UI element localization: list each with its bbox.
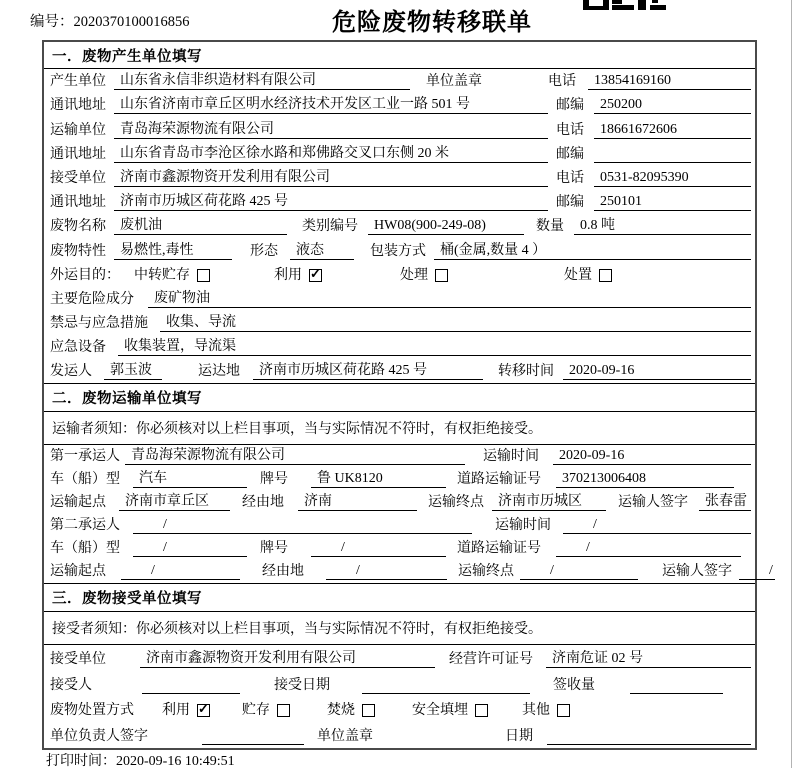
- checkbox-label: 利用: [274, 267, 302, 283]
- field-value[interactable]: 13854169160: [588, 72, 751, 90]
- field-value[interactable]: 汽车: [133, 470, 247, 488]
- field-label: 数量: [536, 219, 564, 235]
- field-label: 经营许可证号: [449, 652, 533, 668]
- checkbox-unchecked-icon[interactable]: [475, 704, 488, 717]
- field-label: 签收量: [553, 677, 595, 693]
- field-value[interactable]: 液态: [290, 242, 354, 260]
- field-label: 邮编: [556, 195, 584, 211]
- serial-label: 编号：: [30, 14, 74, 30]
- field-value[interactable]: /: [520, 562, 638, 580]
- field-label: 车（船）型: [50, 472, 120, 488]
- checkbox-option[interactable]: [522, 702, 570, 719]
- checkbox-option[interactable]: [134, 267, 210, 284]
- field-value[interactable]: 鲁 UK8120: [311, 470, 446, 488]
- checkbox-unchecked-icon[interactable]: [599, 269, 612, 282]
- checkbox-unchecked-icon[interactable]: [362, 704, 375, 717]
- checkbox-label: 贮存: [242, 703, 270, 719]
- field-value[interactable]: [547, 727, 751, 745]
- checkbox-label: 焚烧: [327, 703, 355, 719]
- form-row: [44, 359, 755, 383]
- page-title: 危险废物转移联单: [332, 10, 532, 36]
- field-value[interactable]: [594, 145, 751, 163]
- field-value[interactable]: 2020-09-16: [563, 362, 751, 380]
- section-header-receiver: 三．废物接受单位填写: [44, 583, 755, 612]
- field-label: 外运目的：: [50, 267, 120, 283]
- transfer-form-table: [42, 40, 773, 750]
- checkbox-label: 利用: [162, 703, 190, 719]
- checkbox-option[interactable]: [274, 267, 322, 284]
- field-label: 车（船）型: [50, 541, 120, 557]
- field-label: 发运人: [50, 364, 92, 380]
- field-label: 邮编: [556, 146, 584, 162]
- field-value[interactable]: 250101: [594, 193, 751, 211]
- field-value[interactable]: 250200: [594, 96, 751, 114]
- field-label: 产生单位: [50, 74, 106, 90]
- field-label: 单位盖章: [317, 728, 373, 744]
- checkbox-label: 中转贮存: [134, 267, 190, 283]
- field-label: 运输单位: [50, 122, 106, 138]
- form-row: [44, 491, 755, 514]
- form-row: [44, 514, 755, 537]
- form-row: [44, 214, 755, 238]
- checkbox-unchecked-icon[interactable]: [557, 704, 570, 717]
- checkbox-unchecked-icon[interactable]: [435, 269, 448, 282]
- section-header-transporter: 二．废物运输单位填写: [44, 383, 755, 412]
- field-label: 通讯地址: [50, 146, 106, 162]
- field-value[interactable]: 济南: [298, 493, 417, 511]
- form-row: [44, 117, 755, 141]
- field-label: 经由地: [262, 564, 304, 580]
- field-label: 日期: [505, 728, 533, 744]
- checkbox-checked-icon[interactable]: [197, 704, 210, 717]
- field-value[interactable]: [142, 676, 240, 694]
- field-value[interactable]: 山东省济南市章丘区明水经济技术开发区工业一路 501 号: [114, 96, 548, 114]
- field-value[interactable]: 桶(金属,数量 4 ）: [434, 242, 751, 260]
- field-value[interactable]: 青岛海荣源物流有限公司: [125, 447, 465, 465]
- field-value[interactable]: 青岛海荣源物流有限公司: [114, 121, 548, 139]
- checkbox-unchecked-icon[interactable]: [277, 704, 290, 717]
- field-value[interactable]: 济南市历城区荷花路 425 号: [114, 193, 548, 211]
- field-value[interactable]: 收集、导流: [160, 314, 751, 332]
- field-value[interactable]: 0531-82095390: [594, 169, 751, 187]
- field-label: 邮编: [556, 98, 584, 114]
- form-row: [44, 722, 755, 748]
- checkbox-unchecked-icon[interactable]: [197, 269, 210, 282]
- field-value[interactable]: 济南市鑫源物资开发利用有限公司: [140, 650, 435, 668]
- print-time-label: 打印时间：: [46, 754, 116, 769]
- field-label: 运输时间: [495, 518, 551, 534]
- field-value[interactable]: 济南市鑫源物资开发利用有限公司: [114, 169, 548, 187]
- form-row: [44, 93, 755, 117]
- field-value[interactable]: 2020-09-16: [553, 447, 751, 465]
- checkbox-option[interactable]: [412, 702, 488, 719]
- form-row: [44, 142, 755, 166]
- field-label: 第二承运人: [50, 518, 120, 534]
- form-row: [44, 311, 755, 335]
- field-value[interactable]: 济南市历城区荷花路 425 号: [253, 362, 483, 380]
- form-row: [44, 560, 773, 583]
- field-value[interactable]: 济南市章丘区: [119, 493, 230, 511]
- field-label: 运输人签字: [618, 495, 688, 511]
- field-value[interactable]: /: [326, 562, 447, 580]
- print-time: [46, 750, 235, 770]
- field-label: 应急设备: [50, 340, 106, 356]
- checkbox-label: 安全填埋: [412, 703, 468, 719]
- field-value[interactable]: 张春雷: [699, 493, 751, 511]
- field-label: 单位负责人签字: [50, 728, 148, 744]
- field-label: 经由地: [242, 495, 284, 511]
- form-row: [44, 166, 755, 190]
- field-label: 第一承运人: [50, 449, 120, 465]
- field-value[interactable]: [202, 727, 304, 745]
- section-header-producer: 一．废物产生单位填写: [44, 42, 755, 69]
- field-label: 类别编号: [302, 219, 358, 235]
- form-row: [44, 468, 755, 491]
- field-value[interactable]: /: [133, 539, 247, 557]
- field-value[interactable]: 0.8 吨: [574, 217, 751, 235]
- checkbox-label: 其他: [522, 703, 550, 719]
- field-label: 运输时间: [483, 449, 539, 465]
- form-row: [44, 190, 755, 214]
- form-row: [44, 445, 755, 468]
- field-value[interactable]: 山东省永信非织造材料有限公司: [114, 72, 410, 90]
- form-row: [44, 69, 755, 93]
- field-value[interactable]: 370213006408: [556, 470, 734, 488]
- field-value[interactable]: 易燃性,毒性: [114, 242, 232, 260]
- field-value[interactable]: /: [563, 516, 751, 534]
- form-row: [44, 335, 755, 359]
- form-row: [44, 697, 755, 723]
- field-value[interactable]: /: [311, 539, 446, 557]
- field-value[interactable]: /: [133, 516, 472, 534]
- form-row: [44, 263, 755, 287]
- field-value[interactable]: [630, 676, 723, 694]
- field-value[interactable]: 废矿物油: [148, 290, 751, 308]
- field-label: 运达地: [198, 364, 240, 380]
- field-label: 废物特性: [50, 243, 106, 259]
- field-value[interactable]: 收集装置，导流渠: [118, 338, 751, 356]
- serial-value: 2020370100016856: [73, 14, 190, 30]
- form-row: [44, 671, 755, 697]
- field-label: 牌号: [260, 541, 288, 557]
- form-row: [44, 645, 755, 671]
- checkbox-checked-icon[interactable]: [309, 269, 322, 282]
- field-label: 道路运输证号: [457, 541, 541, 557]
- field-label: 通讯地址: [50, 195, 106, 211]
- field-label: 牌号: [260, 472, 288, 488]
- section-note-receiver: 接受者须知：你必须核对以上栏目事项，当与实际情况不符时，有权拒绝接受。: [44, 612, 755, 645]
- field-label: 禁忌与应急措施: [50, 316, 148, 332]
- field-value[interactable]: /: [121, 562, 240, 580]
- field-label: 运输终点: [458, 564, 514, 580]
- section-note-transporter: 运输者须知：你必须核对以上栏目事项，当与实际情况不符时，有权拒绝接受。: [44, 412, 755, 445]
- checkbox-option[interactable]: [242, 702, 290, 719]
- field-value[interactable]: /: [556, 539, 741, 557]
- field-label: 通讯地址: [50, 98, 106, 114]
- checkbox-option[interactable]: [564, 267, 612, 284]
- field-label: 运输人签字: [662, 564, 732, 580]
- print-time-value: 2020-09-16 10:49:51: [116, 754, 235, 769]
- field-label: 道路运输证号: [457, 472, 541, 488]
- form-row: [44, 537, 755, 560]
- field-value[interactable]: 废机油: [114, 217, 287, 235]
- field-label: 接受单位: [50, 170, 106, 186]
- field-label: 接受日期: [274, 677, 330, 693]
- field-label: 包装方式: [370, 243, 426, 259]
- field-label: 运输起点: [50, 564, 106, 580]
- field-label: 废物处置方式: [50, 703, 134, 719]
- field-label: 单位盖章: [426, 74, 482, 90]
- field-value[interactable]: 济南危证 02 号: [546, 650, 751, 668]
- field-value[interactable]: 山东省青岛市李沧区徐水路和郑佛路交叉口东侧 20 米: [114, 145, 548, 163]
- checkbox-option[interactable]: [162, 702, 210, 719]
- page-edge-line: [791, 0, 792, 768]
- field-value[interactable]: 郭玉波: [104, 362, 162, 380]
- field-value[interactable]: [362, 676, 530, 694]
- checkbox-option[interactable]: [327, 702, 375, 719]
- field-label: 废物名称: [50, 219, 106, 235]
- field-value[interactable]: /: [739, 562, 775, 580]
- field-label: 运输起点: [50, 495, 106, 511]
- form-serial-number: [30, 10, 190, 31]
- checkbox-label: 处置: [564, 267, 592, 283]
- field-value[interactable]: 18661672606: [594, 121, 751, 139]
- field-value[interactable]: 济南市历城区: [492, 493, 606, 511]
- field-label: 形态: [250, 243, 278, 259]
- field-label: 电话: [548, 74, 576, 90]
- field-label: 电话: [556, 170, 584, 186]
- field-label: 接受单位: [50, 652, 106, 668]
- checkbox-option[interactable]: [400, 267, 448, 284]
- field-label: 运输终点: [428, 495, 484, 511]
- field-value[interactable]: HW08(900-249-08): [368, 217, 524, 235]
- field-label: 转移时间: [498, 364, 554, 380]
- checkbox-label: 处理: [400, 267, 428, 283]
- field-label: 主要危险成分: [50, 291, 134, 307]
- field-label: 接受人: [50, 677, 92, 693]
- form-row: [44, 287, 755, 311]
- field-label: 电话: [556, 122, 584, 138]
- form-row: [44, 238, 755, 262]
